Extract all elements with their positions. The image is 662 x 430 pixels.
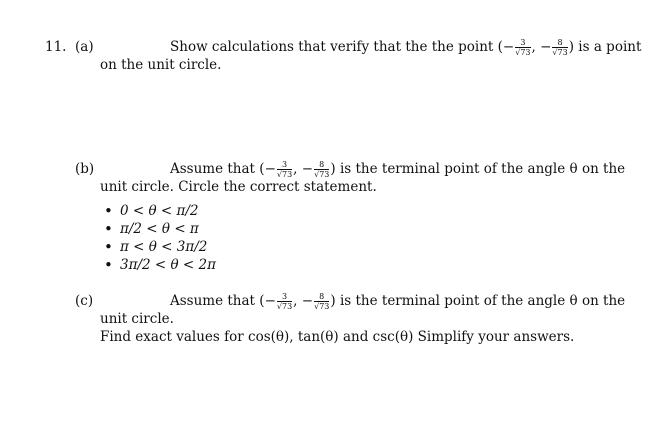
part-b-line1 <box>170 160 625 179</box>
part-a-line2: on the unit circle. <box>100 57 222 73</box>
part-a-line1 <box>170 38 641 57</box>
part-a-text-end: is a point <box>578 39 642 55</box>
point-c: (− $\frac{3}{√73}$ , − $\frac{8}{√73}$ ) <box>259 291 336 311</box>
part-b-line2: unit circle. Circle the correct statement. <box>100 179 377 195</box>
option-2[interactable]: • π/2 < θ < π <box>100 220 216 238</box>
part-c-line3: Find exact values for cos(θ), tan(θ) and csc(θ) Simplify your answers. <box>100 329 575 345</box>
part-c-text: Assume that <box>170 293 255 309</box>
question-number: 11. <box>45 39 67 55</box>
part-a-text: Show calculations that verify that the the point <box>170 39 494 55</box>
part-c-line2: unit circle. <box>100 311 174 327</box>
part-b-text: Assume that <box>170 161 255 177</box>
part-b-label: (b) <box>75 161 95 177</box>
option-3[interactable]: • π < θ < 3π/2 <box>100 238 216 256</box>
point-b: (− $\frac{3}{√73}$ , − $\frac{8}{√73}$ ) <box>259 159 336 179</box>
part-c-label: (c) <box>75 293 94 309</box>
part-b-options <box>100 202 216 274</box>
option-4[interactable]: • 3π/2 < θ < 2π <box>100 256 216 274</box>
part-b-text-end: is the terminal point of the angle θ on the <box>339 161 626 177</box>
part-c-line1 <box>170 292 625 311</box>
option-1[interactable]: • 0 < θ < π/2 <box>100 202 216 220</box>
part-c-text-end: is the terminal point of the angle θ on the <box>339 293 626 309</box>
point-a: (− $\frac{3}{√73}$ , − $\frac{8}{√73}$ ) <box>497 37 574 57</box>
part-a-label: (a) <box>75 39 94 55</box>
